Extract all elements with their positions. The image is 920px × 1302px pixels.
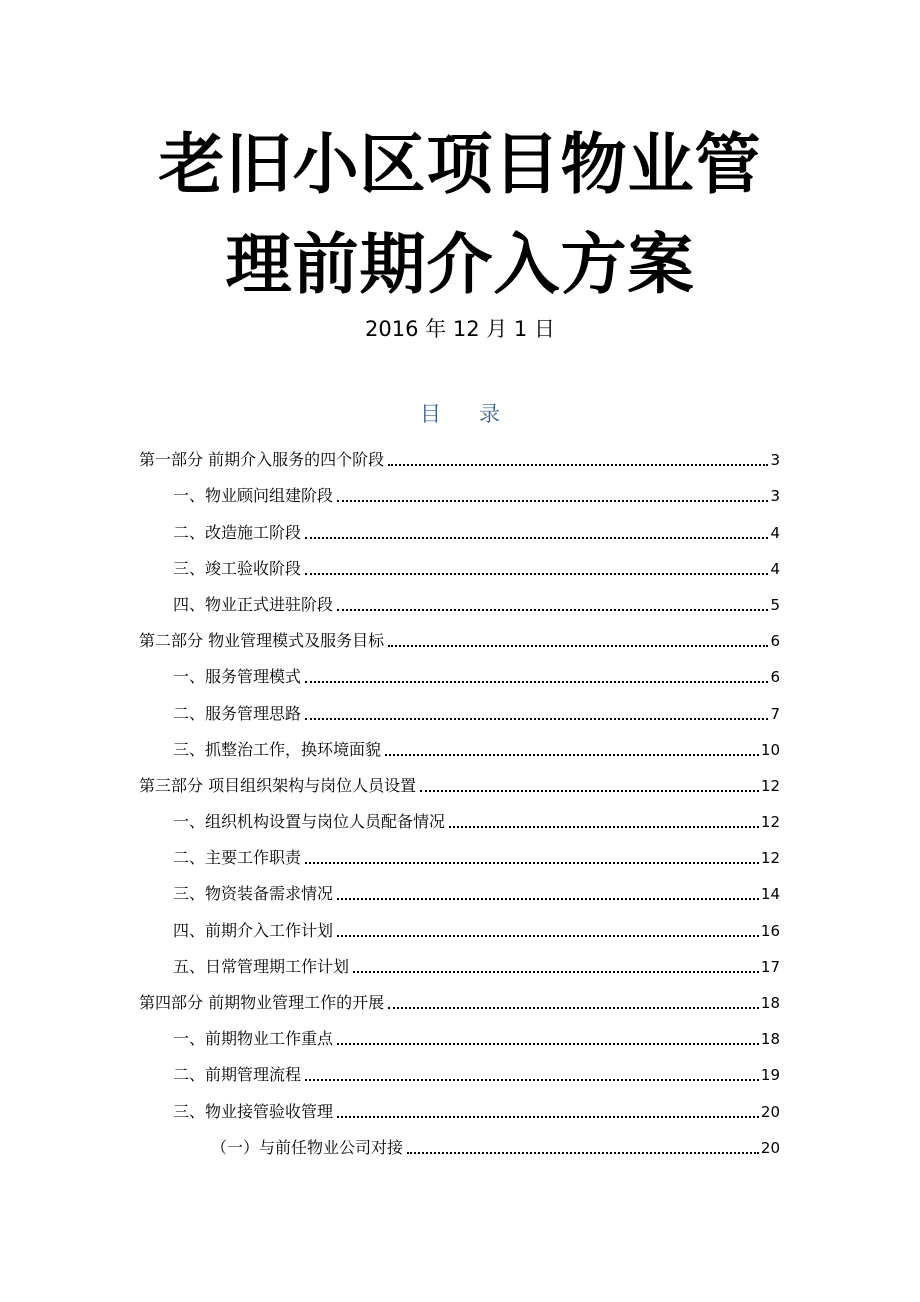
toc-entry-label: 第三部分 项目组织架构与岗位人员设置 (139, 775, 417, 795)
toc-entry-label: 第四部分 前期物业管理工作的开展 (139, 993, 385, 1012)
toc-entry-page-number: 4 (770, 559, 780, 578)
toc-entry[interactable] (139, 693, 780, 729)
toc-entry[interactable] (139, 476, 780, 512)
toc-entry[interactable] (139, 585, 780, 621)
toc-entry-label: 二、前期管理流程 (173, 1065, 302, 1085)
toc-entry[interactable] (139, 1128, 780, 1164)
toc-entry[interactable] (139, 1019, 780, 1055)
toc-entry[interactable] (139, 549, 780, 585)
toc-entry-page-number: 12 (760, 813, 780, 832)
document-title-line-1: 老旧小区项目物业管 (158, 125, 762, 203)
toc-entry-label: 第二部分 物业管理模式及服务目标 (139, 631, 385, 651)
toc-entry[interactable] (139, 766, 780, 802)
toc-entry-page-number: 18 (760, 1030, 780, 1049)
toc-dot-leader (337, 609, 768, 611)
toc-entry[interactable] (139, 621, 780, 657)
toc-dot-leader (337, 1043, 759, 1045)
toc-dot-leader (305, 537, 768, 539)
toc-heading: 目录 (420, 402, 538, 426)
toc-entry-page-number: 17 (760, 957, 780, 976)
toc-entry-page-number: 18 (760, 994, 780, 1012)
toc-dot-leader (305, 573, 768, 575)
toc-entry[interactable] (139, 910, 780, 946)
toc-entry-label: 四、物业正式进驻阶段 (173, 594, 334, 614)
toc-entry-page-number: 3 (770, 487, 780, 506)
toc-entry-page-number: 3 (770, 451, 780, 470)
toc-dot-leader (388, 645, 768, 647)
toc-dot-leader (305, 862, 759, 864)
toc-entry-page-number: 7 (770, 704, 780, 723)
toc-entry-label: 五、日常管理期工作计划 (173, 956, 350, 976)
toc-entry-page-number: 10 (760, 740, 780, 759)
document-title-line-2: 理前期介入方案 (225, 225, 695, 303)
toc-entry-page-number: 20 (760, 1102, 780, 1121)
toc-dot-leader (305, 681, 768, 683)
toc-dot-leader (337, 500, 768, 502)
toc-entry[interactable] (139, 1091, 780, 1127)
toc-dot-leader (388, 1007, 759, 1009)
toc-entry[interactable] (139, 838, 780, 874)
toc-dot-leader (385, 754, 759, 756)
table-of-contents (139, 440, 780, 1164)
toc-dot-leader (337, 935, 759, 937)
toc-dot-leader (305, 1079, 759, 1081)
toc-entry[interactable] (139, 947, 780, 983)
toc-entry-label: 三、竣工验收阶段 (173, 558, 302, 578)
toc-entry-page-number: 16 (760, 921, 780, 940)
toc-entry-page-number: 6 (770, 632, 780, 651)
toc-entry[interactable] (139, 440, 780, 476)
toc-dot-leader (420, 790, 759, 792)
toc-dot-leader (449, 826, 759, 828)
toc-dot-leader (353, 971, 759, 973)
toc-entry-page-number: 12 (760, 849, 780, 868)
toc-entry-page-number: 20 (760, 1138, 780, 1157)
toc-entry-page-number: 12 (760, 776, 780, 795)
toc-entry-label: 二、服务管理思路 (173, 703, 302, 723)
toc-entry[interactable] (139, 1055, 780, 1091)
toc-entry-label: （一）与前任物业公司对接 (211, 1137, 404, 1157)
toc-dot-leader (388, 464, 768, 466)
toc-entry[interactable] (139, 802, 780, 838)
toc-entry-page-number: 5 (770, 595, 780, 614)
toc-entry[interactable] (139, 983, 780, 1019)
toc-entry[interactable] (139, 730, 780, 766)
toc-dot-leader (337, 1116, 759, 1118)
document-date: 2016 年 12 月 1 日 (365, 317, 555, 341)
toc-entry-label: 一、前期物业工作重点 (173, 1029, 334, 1049)
toc-entry-label: 四、前期介入工作计划 (173, 920, 334, 940)
toc-entry-page-number: 19 (760, 1066, 780, 1085)
toc-entry-page-number: 14 (760, 885, 780, 904)
toc-dot-leader (337, 898, 759, 900)
toc-entry-label: 二、改造施工阶段 (173, 522, 302, 542)
toc-dot-leader (407, 1152, 759, 1154)
toc-entry-page-number: 4 (770, 523, 780, 542)
toc-entry[interactable] (139, 657, 780, 693)
toc-dot-leader (305, 718, 768, 720)
toc-entry-label: 一、组织机构设置与岗位人员配备情况 (173, 812, 446, 832)
toc-entry-label: 二、主要工作职责 (173, 848, 302, 868)
toc-entry-label: 三、物资装备需求情况 (173, 884, 334, 904)
toc-entry-label: 三、物业接管验收管理 (173, 1101, 334, 1121)
toc-entry[interactable] (139, 874, 780, 910)
toc-entry-label: 三、抓整治工作，换环境面貌 (173, 739, 382, 759)
toc-entry-label: 第一部分 前期介入服务的四个阶段 (139, 450, 385, 470)
toc-entry-page-number: 6 (770, 668, 780, 687)
toc-entry-label: 一、物业顾问组建阶段 (173, 486, 334, 506)
toc-entry[interactable] (139, 512, 780, 548)
toc-entry-label: 一、服务管理模式 (173, 667, 302, 687)
